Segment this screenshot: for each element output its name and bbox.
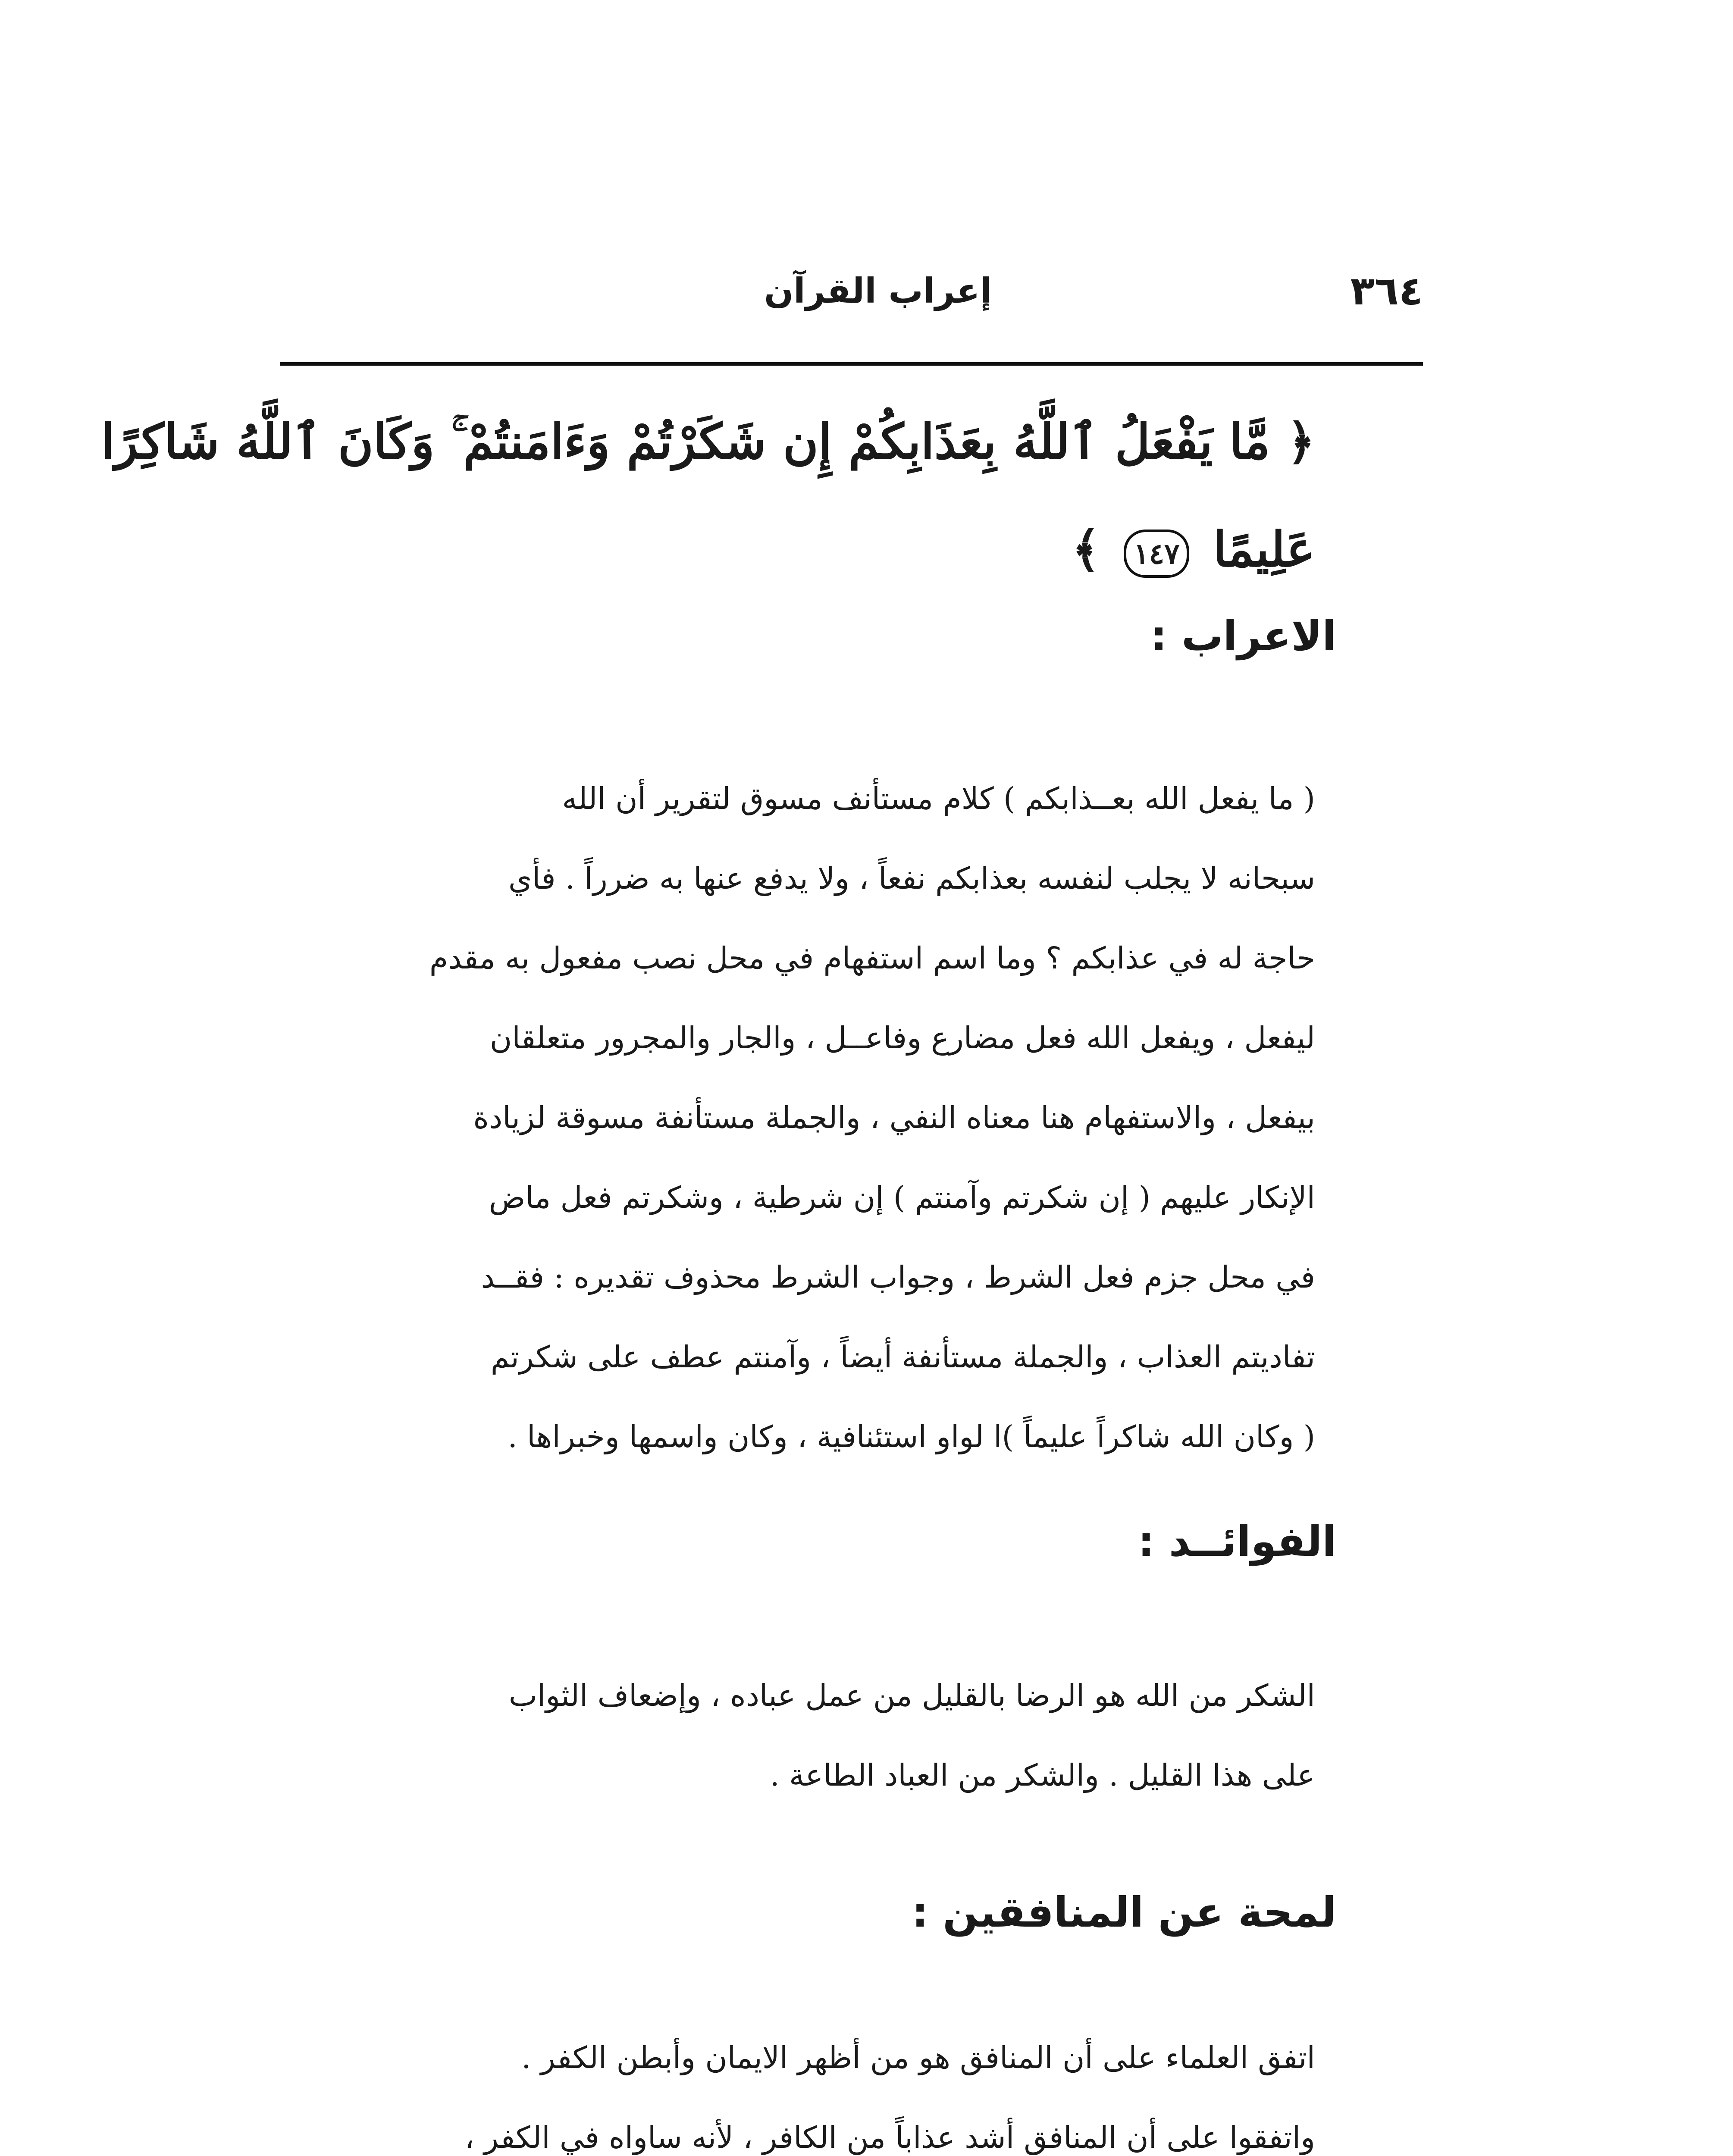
paragraph-line: على هذا القليل . والشكر من العباد الطاعة . (770, 1758, 1315, 1793)
verse-line-2-text: عَلِيمًا (1213, 521, 1315, 578)
paragraph-line: بيفعل ، والاستفهام هنا معناه النفي ، والجملة مستأنفة مسوقة لزيادة (473, 1100, 1315, 1135)
paragraph-line: حاجة له في عذابكم ؟ وما اسم استفهام في محل نصب مفعول به مقدم (429, 940, 1315, 976)
section-body-fawaid (280, 1656, 1315, 1815)
ayah-number-marker: ١٤٧ (1124, 530, 1189, 578)
verse-line-2 (280, 496, 1315, 604)
verse-line-1: ﴿ مَّا يَفْعَلُ ٱللَّهُ بِعَذَابِكُمْ إِن شَكَرْتُمْ وَءَامَنتُمْ ۚ وَكَانَ ٱللَّهُ شَاكِرًا (101, 414, 1315, 470)
section-heading-fawaid: الفوائــد : (1138, 1517, 1336, 1566)
section-heading-irab: الاعراب : (1150, 612, 1336, 660)
verse-closing-bracket: ﴾ (1072, 521, 1100, 578)
section-heading-munafiqin: لمحة عن المنافقين : (912, 1888, 1336, 1937)
paragraph-line: ( ما يفعل الله بعــذابكم ) كلام مستأنف مسوق لتقرير أن الله (562, 781, 1315, 816)
paragraph-line: في محل جزم فعل الشرط ، وجواب الشرط محذوف تقديره : فقــد (481, 1260, 1315, 1295)
paragraph-line: سبحانه لا يجلب لنفسه بعذابكم نفعاً ، ولا يدفع عنها به ضرراً . فأي (508, 861, 1315, 896)
section-body-irab (280, 759, 1315, 1477)
paragraph-line: الشكر من الله هو الرضا بالقليل من عمل عباده ، وإضعاف الثواب (508, 1678, 1315, 1713)
running-title: إعراب القرآن (764, 271, 992, 311)
page-number: ٣٦٤ (1350, 268, 1423, 314)
paragraph-line: واتفقوا على أن المنافق أشد عذاباً من الكافر ، لأنه ساواه في الكفر ، (464, 2120, 1315, 2155)
quran-verse (101, 388, 1315, 604)
header-divider (280, 362, 1423, 366)
paragraph-line: تفاديتم العذاب ، والجملة مستأنفة أيضاً ، وآمنتم عطف على شكرتم (490, 1339, 1315, 1375)
paragraph-line: ( وكان الله شاكراً عليماً )ا لواو استئنافية ، وكان واسمها وخبراها . (508, 1419, 1315, 1454)
paragraph-line: الإنكار عليهم ( إن شكرتم وآمنتم ) إن شرطية ، وشكرتم فعل ماض (489, 1180, 1315, 1215)
paragraph-line: ليفعل ، ويفعل الله فعل مضارع وفاعــل ، والجار والمجرور متعلقان (489, 1020, 1315, 1056)
section-body-munafiqin (280, 2018, 1315, 2156)
paragraph-line: اتفق العلماء على أن المنافق هو من أظهر الايمان وأبطن الكفر . (521, 2040, 1315, 2075)
page-header (280, 259, 1423, 323)
